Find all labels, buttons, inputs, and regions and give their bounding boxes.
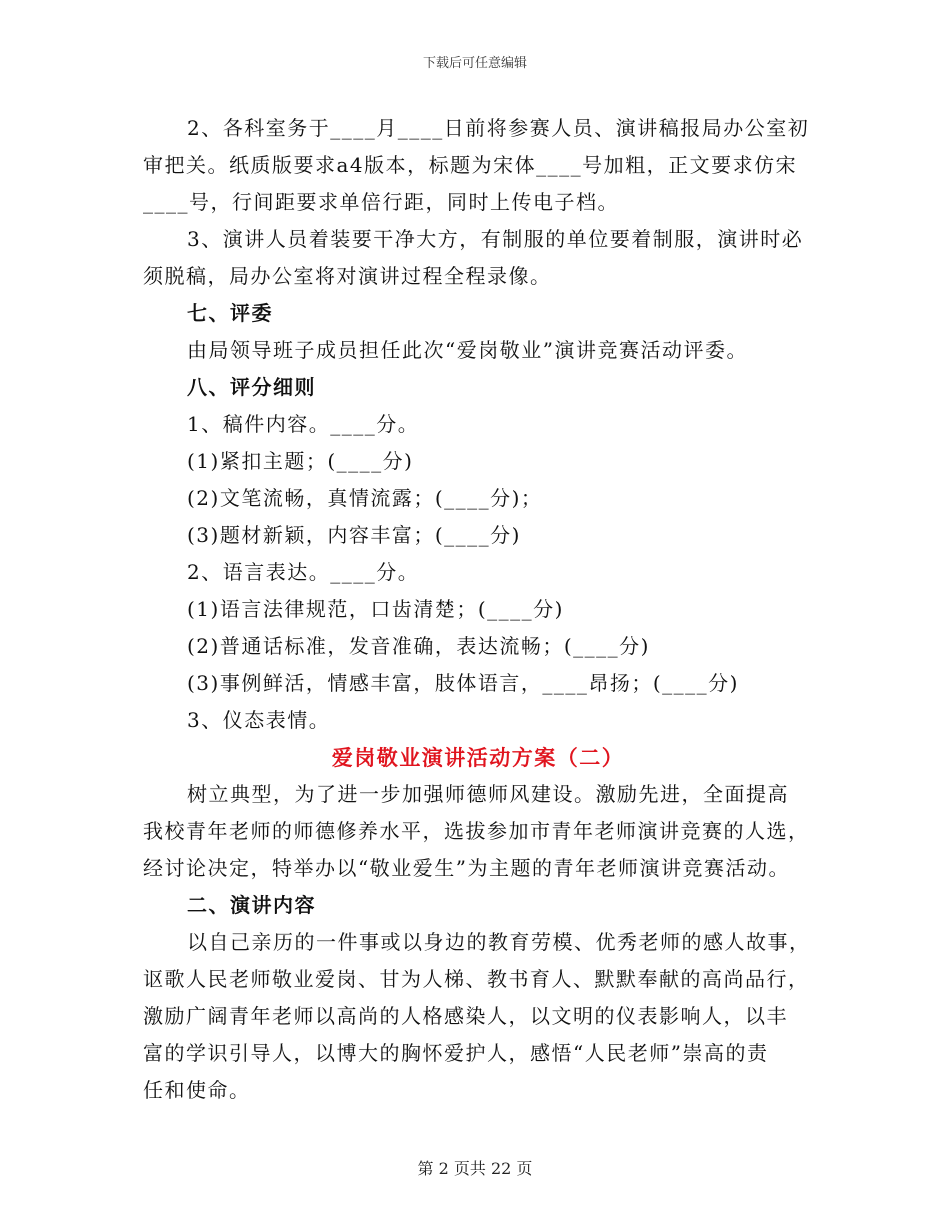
paragraph-line: 须脱稿，局办公室将对演讲过程全程录像。	[143, 264, 552, 288]
paragraph-line: (1)语言法律规范，口齿清楚；(____分)	[187, 597, 564, 621]
paragraph-line: (3)事例鲜活，情感丰富，肢体语言，____昂扬；(____分)	[187, 671, 739, 695]
paragraph-line: 3、演讲人员着装要干净大方，有制服的单位要着制服，演讲时必	[187, 227, 804, 251]
paragraph-line: 审把关。纸质版要求a4版本，标题为宋体____号加粗，正文要求仿宋	[143, 153, 798, 177]
paragraph-line: 2、各科室务于____月____日前将参赛人员、演讲稿报局办公室初	[187, 116, 810, 140]
paragraph-line: (2)文笔流畅，真情流露；(____分)；	[187, 486, 543, 510]
paragraph-line: 富的学识引导人，以博大的胸怀爱护人，感悟“人民老师”崇高的责	[143, 1041, 769, 1065]
paragraph-line: 激励广阔青年老师以高尚的人格感染人，以文明的仪表影响人，以丰	[143, 1004, 788, 1028]
paragraph-line: 树立典型，为了进一步加强师德师风建设。激励先进，全面提高	[187, 782, 789, 806]
paragraph-line: 以自己亲历的一件事或以身边的教育劳模、优秀老师的感人故事，	[187, 930, 811, 954]
section-heading: 二、演讲内容	[187, 893, 316, 917]
paragraph-line: 讴歌人民老师敬业爱岗、甘为人梯、教书育人、默默奉献的高尚品行，	[143, 967, 810, 991]
paragraph-line: (3)题材新颖，内容丰富；(____分)	[187, 523, 521, 547]
document-body	[143, 110, 813, 1109]
paragraph-line: (1)紧扣主题；(____分)	[187, 449, 414, 473]
paragraph-line: 由局领导班子成员担任此次“爱岗敬业”演讲竞赛活动评委。	[187, 338, 748, 362]
paragraph-line: 2、语言表达。____分。	[187, 560, 420, 584]
paragraph-line: ____号，行间距要求单倍行距，同时上传电子档。	[143, 190, 619, 214]
page-footer: 第 2 页共 22 页	[417, 1159, 533, 1178]
paragraph-line: 经讨论决定，特举办以“敬业爱生”为主题的青年老师演讲竞赛活动。	[143, 856, 790, 880]
section-title: 爱岗敬业演讲活动方案（二）	[331, 745, 625, 770]
paragraph-line: 3、仪态表情。	[187, 708, 331, 732]
section-heading: 七、评委	[187, 301, 273, 325]
paragraph-line: 1、稿件内容。____分。	[187, 412, 420, 436]
paragraph-line: 任和使命。	[143, 1078, 251, 1102]
paragraph-line: 我校青年老师的师德修养水平，选拔参加市青年老师演讲竞赛的人选，	[143, 819, 810, 843]
page-header: 下载后可任意编辑	[422, 56, 527, 71]
section-heading: 八、评分细则	[187, 375, 316, 399]
paragraph-line: (2)普通话标准，发音准确，表达流畅；(____分)	[187, 634, 650, 658]
